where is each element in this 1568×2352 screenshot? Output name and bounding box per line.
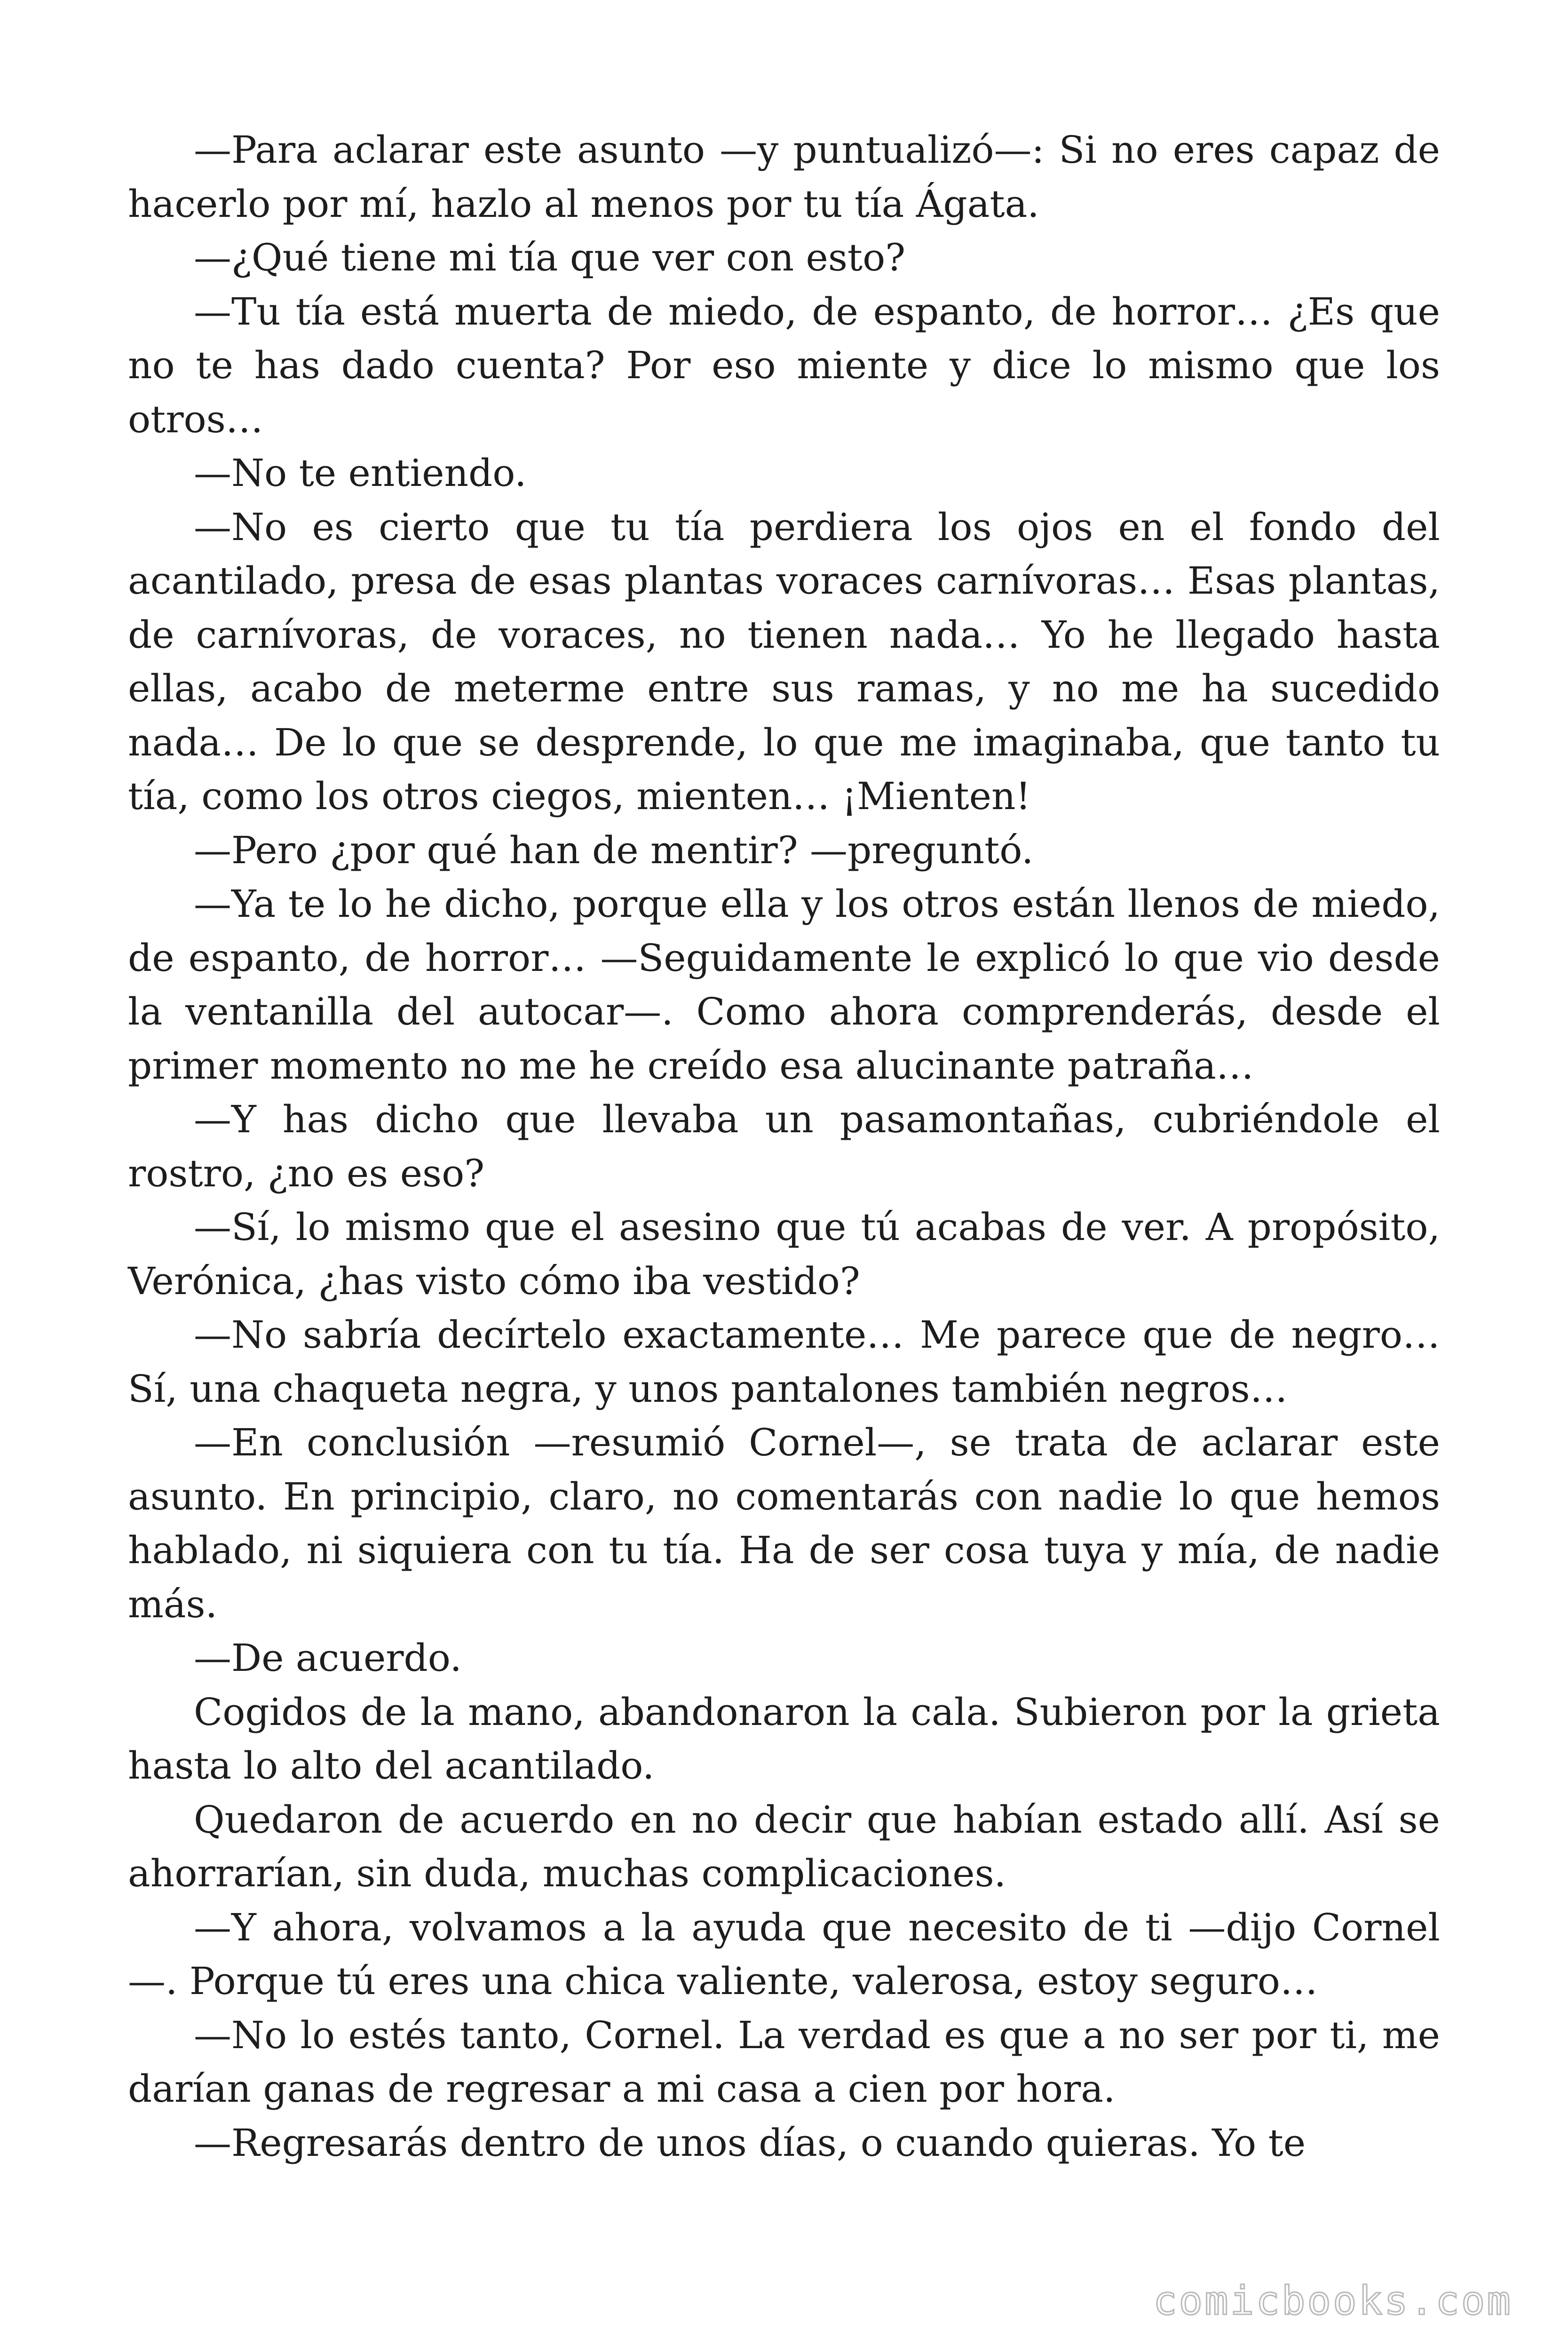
paragraph: —Regresarás dentro de unos días, o cuando quieras. Yo te bbox=[194, 2121, 1306, 2165]
paragraph: Cogidos de la mano, abandonaron la cala. Subieron por la grieta hasta lo alto del acantilado. bbox=[128, 1690, 1440, 1788]
paragraph: —Para aclarar este asunto —y puntualizó—: Si no eres capaz de hacerlo por mí, hazlo al menos por tu tía Ágata. bbox=[128, 128, 1440, 226]
book-page-text bbox=[128, 123, 1440, 2170]
paragraph: —¿Qué tiene mi tía que ver con esto? bbox=[194, 236, 906, 279]
paragraph: Quedaron de acuerdo en no decir que habían estado allí. Así se ahorrarían, sin duda, muchas complicaciones. bbox=[128, 1797, 1440, 1895]
paragraph: —Pero ¿por qué han de mentir? —preguntó. bbox=[194, 828, 1034, 872]
paragraph: —De acuerdo. bbox=[194, 1636, 462, 1680]
paragraph: —No sabría decírtelo exactamente… Me parece que de negro… Sí, una chaqueta negra, y unos pantalones también negros… bbox=[128, 1313, 1440, 1411]
paragraph: —Y ahora, volvamos a la ayuda que necesito de ti —dijo Cornel —. Porque tú eres una chica valiente, valerosa, estoy seguro… bbox=[128, 1905, 1440, 2003]
paragraph: —No te entiendo. bbox=[194, 451, 527, 495]
paragraph: —En conclusión —resumió Cornel—, se trata de aclarar este asunto. En principio, claro, no comentarás con nadie lo que hemos hablado, ni siquiera con tu tía. Ha de ser cosa tuya y mía, de nadie más. bbox=[128, 1421, 1440, 1626]
watermark: comicbooks.com bbox=[1153, 2278, 1513, 2324]
paragraph: —Tu tía está muerta de miedo, de espanto, de horror… ¿Es que no te has dado cuenta? Por eso miente y dice lo mismo que los otros… bbox=[128, 289, 1440, 441]
paragraph: —Y has dicho que llevaba un pasamontañas, cubriéndole el rostro, ¿no es eso? bbox=[128, 1097, 1440, 1195]
paragraph: —Sí, lo mismo que el asesino que tú acabas de ver. A propósito, Verónica, ¿has visto cómo iba vestido? bbox=[128, 1205, 1440, 1303]
paragraph: —Ya te lo he dicho, porque ella y los otros están llenos de miedo, de espanto, de horror… —Seguidamente le explicó lo que vio desde la ventanilla del autocar—. Como ahora comprenderás, desde el primer momento no me he creído esa alucinante patraña… bbox=[128, 882, 1440, 1088]
paragraph: —No es cierto que tu tía perdiera los ojos en el fondo del acantilado, presa de esas plantas voraces carnívoras… Esas plantas, de carnívoras, de voraces, no tienen nada… Yo he llegado hasta ellas, acabo de meterme entre sus ramas, y no me ha sucedido nada… De lo que se desprende, lo que me imaginaba, que tanto tu tía, como los otros ciegos, mienten… ¡Mienten! bbox=[128, 505, 1440, 818]
paragraph: —No lo estés tanto, Cornel. La verdad es que a no ser por ti, me darían ganas de regresar a mi casa a cien por hora. bbox=[128, 2013, 1440, 2111]
